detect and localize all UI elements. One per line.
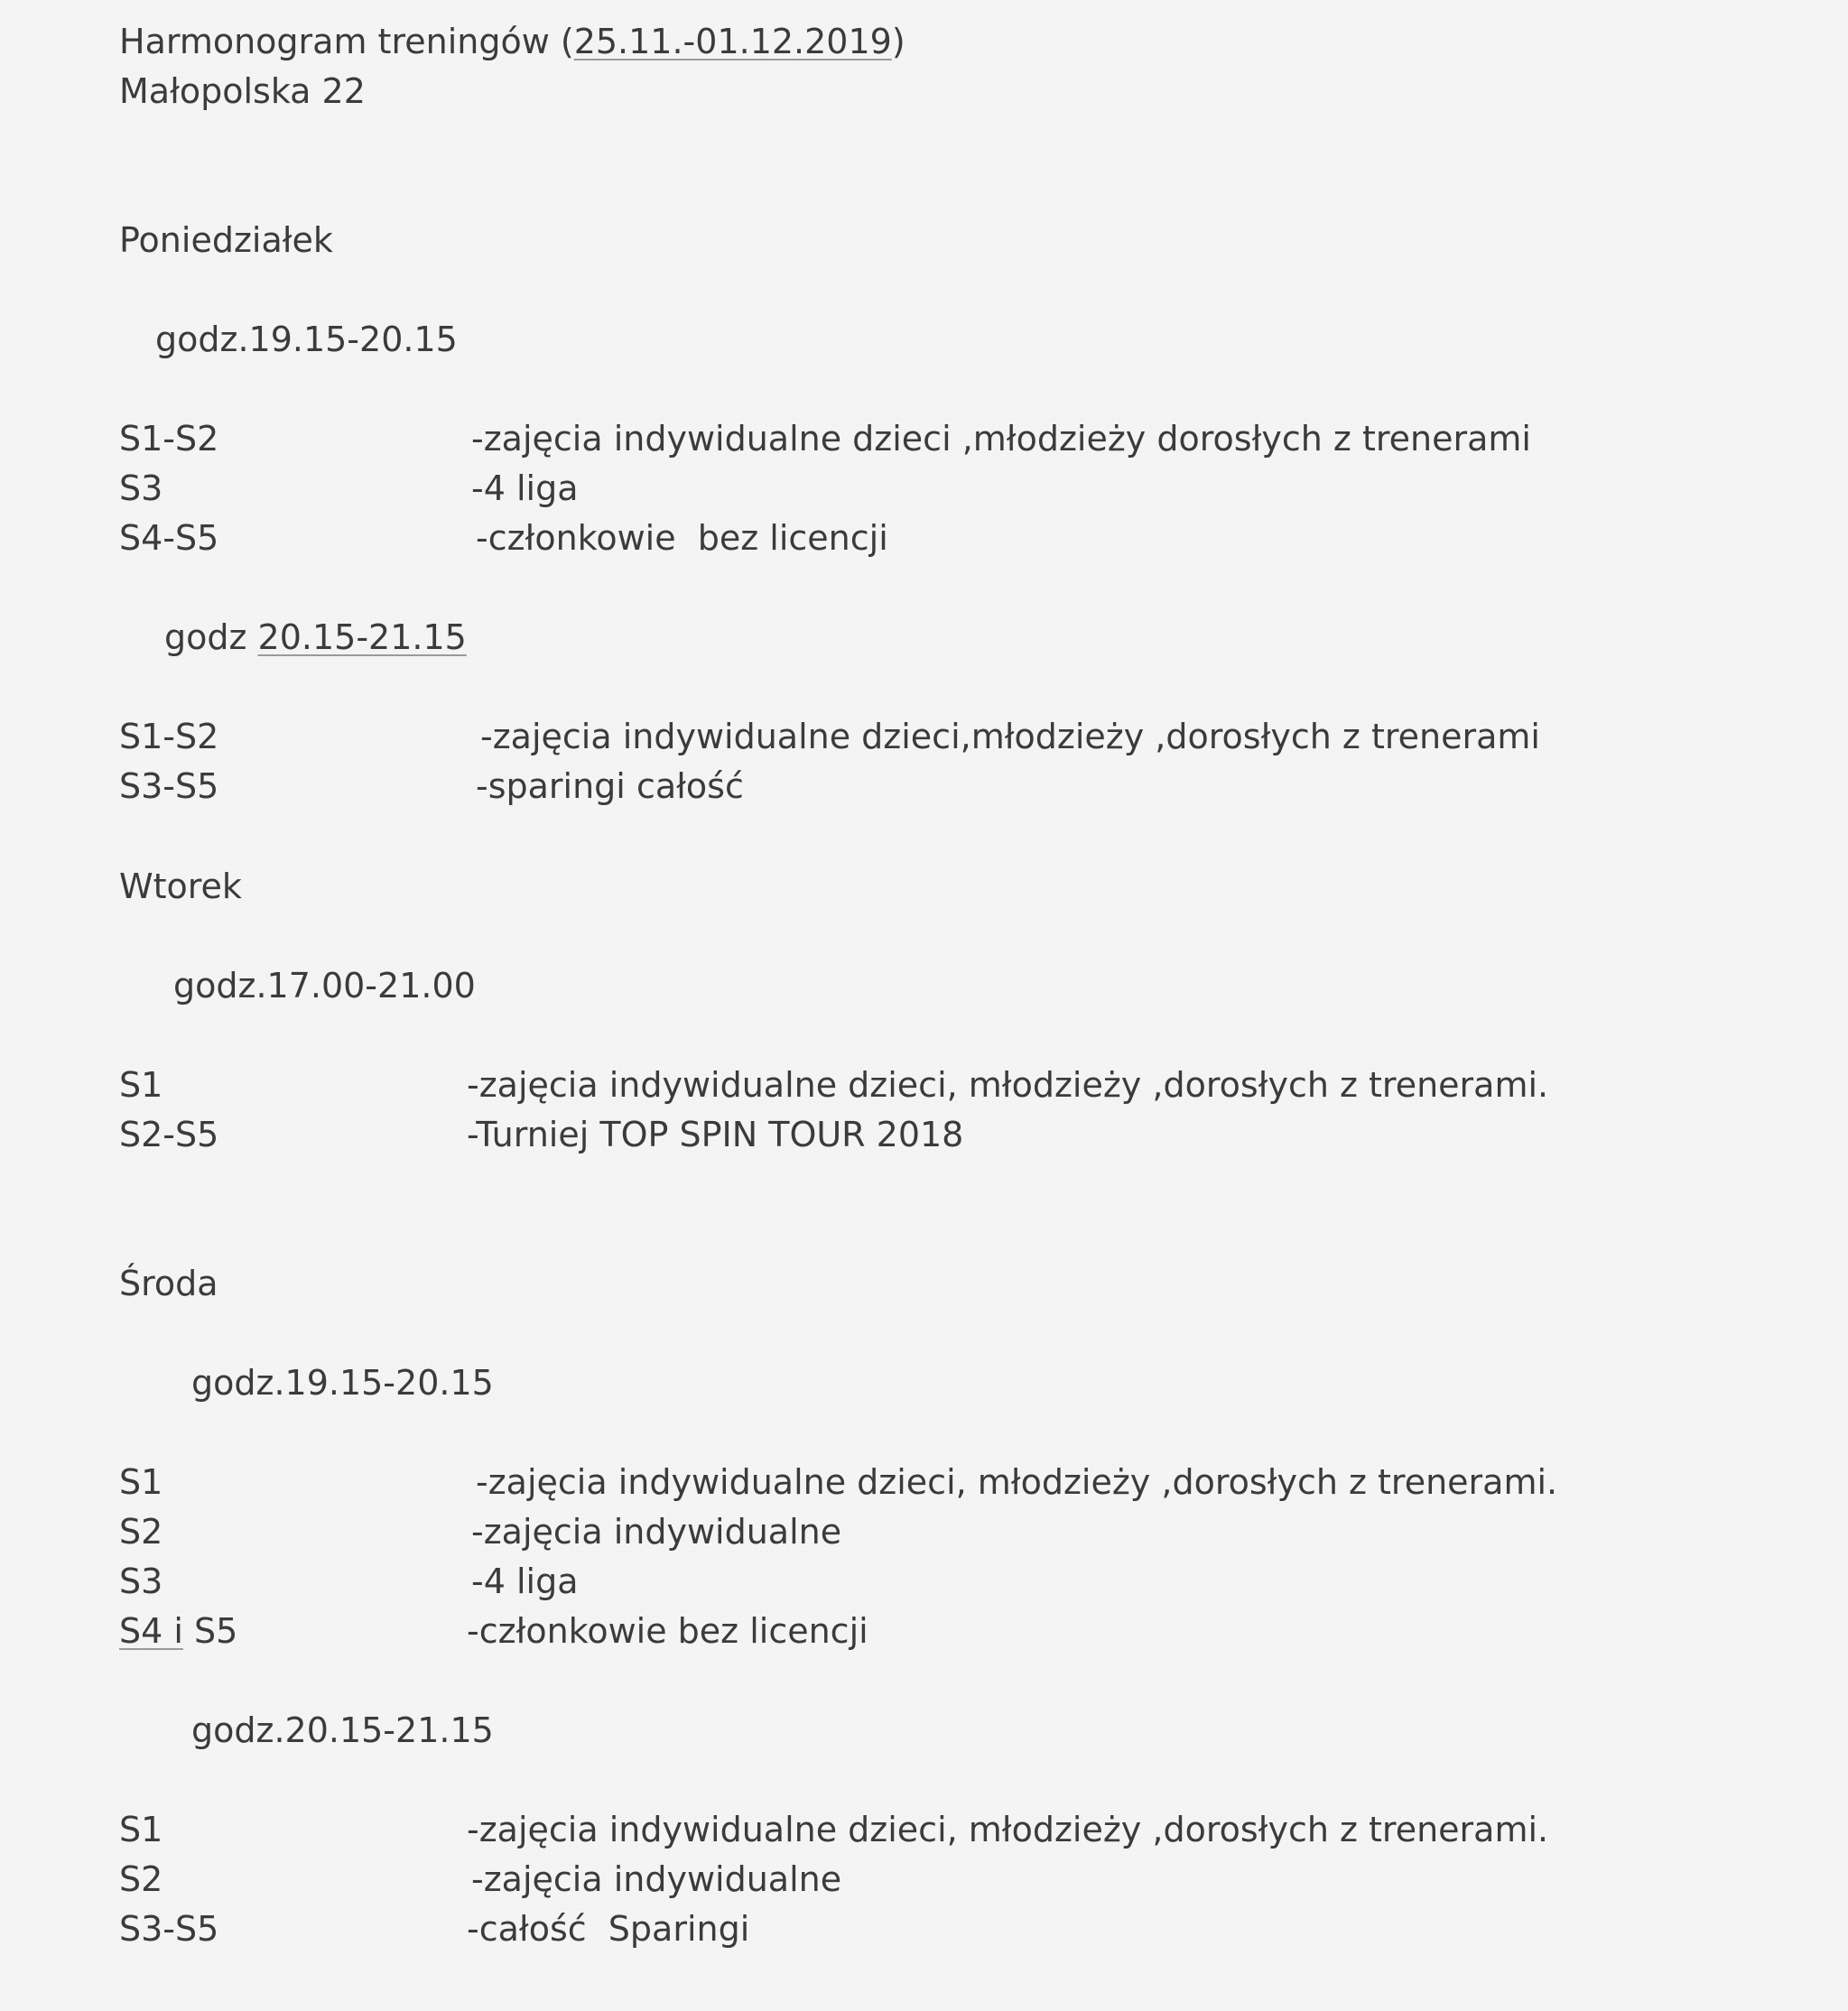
table-label: S3 — [119, 1562, 163, 1601]
day-heading-wednesday: Środa — [119, 1264, 218, 1303]
time-slot-heading: godz.20.15-21.15 — [191, 1710, 494, 1750]
document-title — [119, 24, 905, 59]
table-label: S2 — [119, 1859, 163, 1899]
table-label: S1-S2 — [119, 717, 219, 756]
table-label-rest: S5 — [182, 1611, 238, 1651]
activity-description: -zajęcia indywidualne — [471, 1859, 842, 1899]
activity-description: -całość Sparingi — [467, 1909, 750, 1949]
activity-description: -członkowie bez licencji — [476, 518, 888, 558]
table-label: S1-S2 — [119, 419, 219, 459]
table-label: S1 — [119, 1462, 163, 1502]
activity-description: -4 liga — [471, 1562, 579, 1601]
time-value-link[interactable]: 20.15-21.15 — [257, 617, 467, 657]
table-label: S3-S5 — [119, 1909, 219, 1949]
day-heading-tuesday: Wtorek — [119, 866, 242, 906]
table-label: S1 — [119, 1810, 163, 1849]
activity-description: -zajęcia indywidualne — [471, 1512, 842, 1552]
day-heading-monday: Poniedziałek — [119, 220, 333, 260]
table-label: S2-S5 — [119, 1115, 219, 1154]
time-slot-heading — [164, 617, 467, 657]
activity-description: -Turniej TOP SPIN TOUR 2018 — [467, 1115, 964, 1154]
time-slot-heading: godz.19.15-20.15 — [191, 1363, 494, 1403]
activity-description: -4 liga — [471, 468, 579, 508]
table-label-link[interactable]: S4 i — [119, 1611, 183, 1651]
table-label: S3 — [119, 468, 163, 508]
table-label: S1 — [119, 1065, 163, 1105]
activity-description: -zajęcia indywidualne dzieci, młodzieży ,dorosłych z trenerami. — [476, 1462, 1558, 1502]
activity-description: -sparingi całość — [476, 766, 744, 806]
title-suffix: ) — [891, 22, 905, 61]
activity-description: -zajęcia indywidualne dzieci, młodzieży ,dorosłych z trenerami. — [467, 1065, 1549, 1105]
time-prefix: godz — [164, 617, 258, 657]
time-slot-heading: godz.19.15-20.15 — [155, 320, 458, 359]
location-text: Małopolska 22 — [119, 71, 366, 111]
table-label: S4-S5 — [119, 518, 219, 558]
activity-description: -zajęcia indywidualne dzieci ,młodzieży dorosłych z trenerami — [471, 419, 1531, 459]
activity-description: -członkowie bez licencji — [467, 1611, 868, 1651]
title-text: Harmonogram treningów ( — [119, 22, 574, 61]
time-slot-heading: godz.17.00-21.00 — [173, 966, 476, 1006]
title-dates-link[interactable]: 25.11.-01.12.2019 — [573, 22, 892, 61]
activity-description: -zajęcia indywidualne dzieci, młodzieży ,dorosłych z trenerami. — [467, 1810, 1549, 1849]
table-label: S3-S5 — [119, 766, 219, 806]
table-label: S2 — [119, 1512, 163, 1552]
table-label — [119, 1611, 238, 1651]
activity-description: -zajęcia indywidualne dzieci,młodzieży ,dorosłych z trenerami — [480, 717, 1540, 756]
